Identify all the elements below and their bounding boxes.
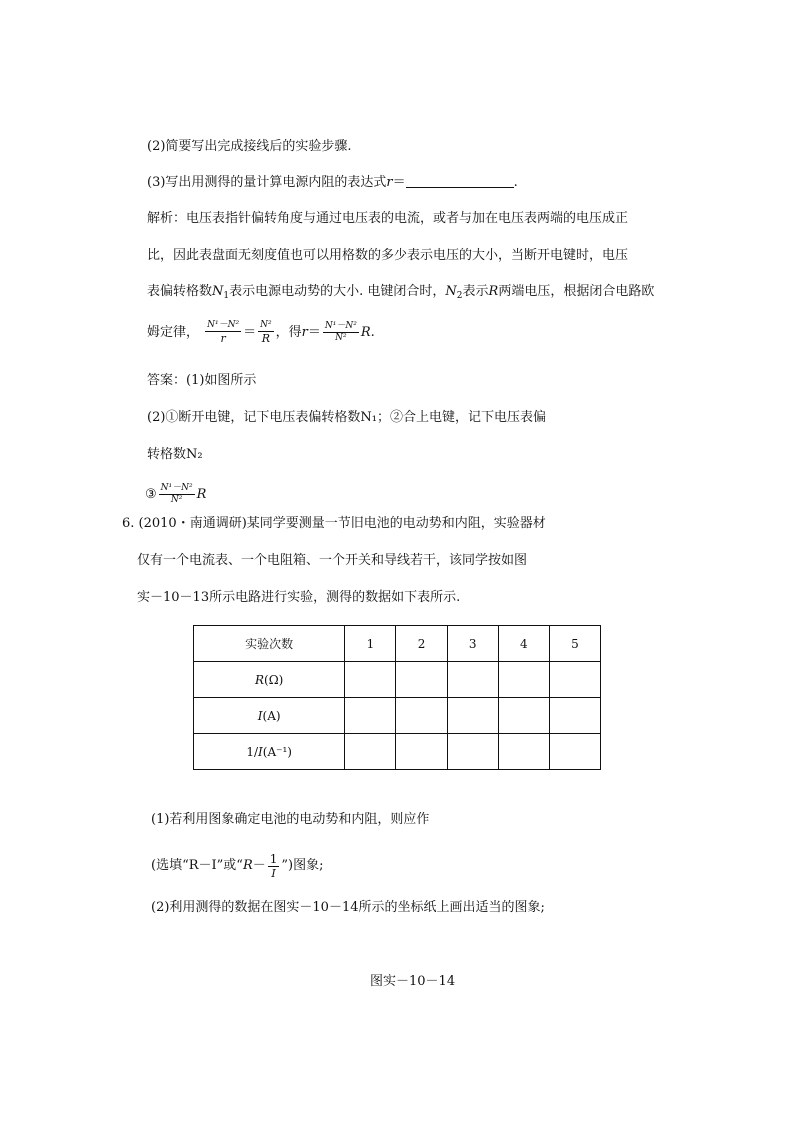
table-cell [447, 698, 498, 734]
row-label-inverse-i [194, 734, 345, 770]
sub-1: 1 [223, 291, 230, 301]
fraction-2-numerator: N² [260, 320, 272, 330]
analysis-text-f: ，得 [275, 325, 302, 340]
fraction-3-denominator: N² [335, 333, 347, 343]
table-cell [345, 662, 396, 698]
table-cell [396, 662, 447, 698]
problem-6-line-2: 仅有一个电流表、一个电阻箱、一个开关和导线若干，该同学按如图 [137, 553, 528, 568]
fraction-3 [323, 321, 359, 344]
unit-ampere: (A) [262, 708, 281, 723]
sub-question-2: (2)利用测得的数据在图实－10－14所示的坐标纸上画出适当的图象; [151, 900, 545, 915]
var-R: R [242, 858, 253, 873]
answer-fraction-denominator: N² [170, 495, 183, 505]
fill-fraction-numerator: 1 [269, 851, 278, 866]
table-cell [498, 734, 549, 770]
fill-text-b: ”)图象; [281, 858, 324, 873]
row-label-r [194, 662, 345, 698]
answer-fraction [159, 483, 195, 506]
fraction-1 [205, 320, 241, 345]
analysis-text-c: 表示 [462, 284, 489, 299]
analysis-line-3 [147, 284, 654, 304]
table-column-header: 1 [345, 626, 396, 662]
table-cell [549, 698, 600, 734]
var-n2: N [445, 284, 457, 299]
fraction-3-numerator: N¹－N² [324, 321, 357, 331]
problem-6-line-3: 实－10－13所示电路进行实验，测得的数据如下表所示. [137, 590, 461, 605]
table-column-header: 5 [549, 626, 600, 662]
period: . [513, 175, 518, 190]
dash: － [252, 858, 266, 873]
question-3-text: (3)写出用测得的量计算电源内阻的表达式 [147, 175, 387, 190]
data-table [193, 625, 601, 770]
fill-fraction [268, 852, 280, 880]
var-R: R [360, 325, 371, 340]
analysis-line-4 [147, 318, 375, 348]
table-cell [549, 734, 600, 770]
analysis-line-1: 解析：电压表指针偏转角度与通过电压表的电流，或者与加在电压表两端的电压成正 [147, 211, 629, 226]
fraction-2 [258, 320, 273, 345]
sub-question-1: (1)若利用图象确定电池的电动势和内阻，则应作 [151, 812, 430, 827]
problem-6-line-1: 6. (2010・南通调研)某同学要测量一节旧电池的电动势和内阻，实验器材 [122, 516, 546, 531]
table-row [194, 662, 601, 698]
answer-blank [406, 175, 514, 188]
fraction-2-denominator: R [261, 332, 271, 345]
table-row [194, 698, 601, 734]
var-r: r [386, 175, 393, 190]
question-2: (2)简要写出完成接线后的实验步骤. [147, 139, 352, 154]
table-cell [345, 698, 396, 734]
var-R: R [488, 284, 499, 299]
fill-text-a: (选填“R－I”或“ [151, 858, 243, 873]
table-cell [549, 662, 600, 698]
table-header-row [194, 626, 601, 662]
table-cell [498, 662, 549, 698]
table-cell [447, 734, 498, 770]
answer-fraction-numerator: N¹－N² [160, 483, 193, 493]
var-I: I [258, 744, 263, 759]
answer-line-4 [145, 480, 206, 510]
fill-fraction-denominator: I [271, 866, 276, 880]
answer-line-1: 答案：(1)如图所示 [147, 373, 257, 388]
var-r: r [301, 325, 308, 340]
analysis-text-d: 两端电压，根据闭合电路欧 [498, 284, 655, 299]
table-cell [345, 734, 396, 770]
table-column-header: 3 [447, 626, 498, 662]
row-label-i [194, 698, 345, 734]
table-cell [498, 698, 549, 734]
var-I: I [257, 708, 263, 723]
answer-line-3: 转格数N₂ [147, 447, 203, 462]
analysis-text-b: 表示电源电动势的大小. 电键闭合时， [229, 284, 446, 299]
table-cell [396, 698, 447, 734]
figure-caption: 图实－10－14 [370, 974, 456, 989]
var-R: R [196, 487, 207, 502]
fraction-1-denominator: r [220, 332, 226, 345]
table-column-header: 2 [396, 626, 447, 662]
prefix: 1/ [246, 744, 259, 759]
table-column-header: 4 [498, 626, 549, 662]
equals: ＝ [307, 325, 321, 340]
table-cell [447, 662, 498, 698]
question-3 [147, 175, 518, 191]
analysis-text-e: 姆定律， [147, 325, 200, 340]
period: . [370, 325, 375, 340]
unit-ohm: (Ω) [264, 672, 284, 687]
fraction-1-numerator: N¹－N² [207, 320, 240, 330]
var-n1: N [212, 284, 224, 299]
table-row [194, 734, 601, 770]
var-R: R [255, 672, 265, 687]
analysis-line-2: 比，因此表盘面无刻度值也可以用格数的多少表示电压的大小，当断开电键时，电压 [147, 248, 629, 263]
equals: ＝ [392, 175, 406, 190]
answer-line-2: (2)①断开电键，记下电压表偏转格数N₁；②合上电键，记下电压表偏 [147, 410, 547, 425]
circled-3: ③ [145, 487, 157, 502]
sub-2: 2 [456, 291, 463, 301]
analysis-text-a: 表偏转格数 [147, 284, 213, 299]
unit-inverse-ampere: (A⁻¹) [262, 744, 292, 759]
table-header-label: 实验次数 [194, 626, 345, 662]
table-cell [396, 734, 447, 770]
equals: ＝ [243, 325, 257, 340]
sub-question-1-fill [151, 850, 324, 882]
